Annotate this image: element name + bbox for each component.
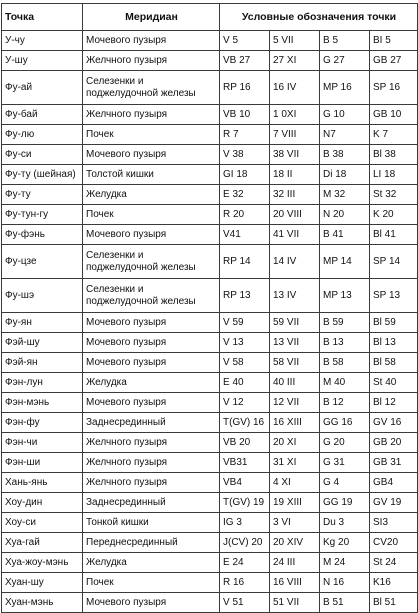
notation-cell-2: 16 IV xyxy=(270,71,320,105)
notation-cell-2: 24 III xyxy=(270,553,320,573)
notation-cell-2: 31 XI xyxy=(270,453,320,473)
notation-cell-1: V 5 xyxy=(220,31,270,51)
notation-cell-3: G 31 xyxy=(320,453,370,473)
point-cell: Фу-шэ xyxy=(2,279,83,313)
notation-cell-1: V 12 xyxy=(220,393,270,413)
notation-cell-1: VB 20 xyxy=(220,433,270,453)
notation-cell-4: SP 14 xyxy=(370,245,418,279)
notation-cell-2: 7 VIII xyxy=(270,125,320,145)
notation-cell-2: 16 XIII xyxy=(270,413,320,433)
notation-cell-3: G 20 xyxy=(320,433,370,453)
point-cell: Фэн-ши xyxy=(2,453,83,473)
notation-cell-3: B 59 xyxy=(320,313,370,333)
notation-cell-3: B 12 xyxy=(320,393,370,413)
meridian-cell: Мочевого пузыря xyxy=(83,393,220,413)
point-cell: Хуа-жоу-мэнь xyxy=(2,553,83,573)
table-row xyxy=(2,51,418,71)
notation-cell-2: 14 IV xyxy=(270,245,320,279)
notation-cell-3: B 41 xyxy=(320,225,370,245)
notation-cell-3: MP 14 xyxy=(320,245,370,279)
notation-cell-2: 40 III xyxy=(270,373,320,393)
notation-cell-4: Bl 51 xyxy=(370,593,418,613)
notation-cell-1: V 51 xyxy=(220,593,270,613)
meridian-cell: Переднесрединный xyxy=(83,533,220,553)
notation-cell-1: E 40 xyxy=(220,373,270,393)
meridian-cell: Мочевого пузыря xyxy=(83,145,220,165)
notation-cell-2: 5 VII xyxy=(270,31,320,51)
point-cell: Фу-ту xyxy=(2,185,83,205)
meridian-cell: Почек xyxy=(83,573,220,593)
notation-cell-1: V 13 xyxy=(220,333,270,353)
point-cell: Хуан-мэнь xyxy=(2,593,83,613)
notation-cell-2: 38 VII xyxy=(270,145,320,165)
notation-cell-3: B 38 xyxy=(320,145,370,165)
notation-cell-4: Bl 41 xyxy=(370,225,418,245)
point-cell: Фу-цзе xyxy=(2,245,83,279)
notation-cell-1: R 20 xyxy=(220,205,270,225)
notation-cell-2: 1 0XI xyxy=(270,105,320,125)
point-cell: Фу-ай xyxy=(2,71,83,105)
notation-cell-2: 59 VII xyxy=(270,313,320,333)
header-point: Точка xyxy=(2,4,83,31)
table-row xyxy=(2,333,418,353)
table-row xyxy=(2,373,418,393)
point-cell: Фу-си xyxy=(2,145,83,165)
table-row xyxy=(2,533,418,553)
table-row xyxy=(2,125,418,145)
notation-cell-3: G 27 xyxy=(320,51,370,71)
meridian-cell: Заднесрединный xyxy=(83,413,220,433)
notation-cell-1: VB 10 xyxy=(220,105,270,125)
header-notation: Условные обозначения точки xyxy=(220,4,418,31)
notation-cell-3: N 20 xyxy=(320,205,370,225)
point-cell: У-чу xyxy=(2,31,83,51)
notation-cell-1: VB4 xyxy=(220,473,270,493)
notation-cell-2: 12 VII xyxy=(270,393,320,413)
notation-cell-3: G 10 xyxy=(320,105,370,125)
meridian-cell: Желудка xyxy=(83,373,220,393)
notation-cell-4: LI 18 xyxy=(370,165,418,185)
meridian-cell: Селезенки и поджелудочной железы xyxy=(83,279,220,313)
table-row xyxy=(2,593,418,613)
notation-cell-2: 13 IV xyxy=(270,279,320,313)
notation-cell-2: 19 XIII xyxy=(270,493,320,513)
notation-cell-3: Du 3 xyxy=(320,513,370,533)
notation-cell-4: GB 31 xyxy=(370,453,418,473)
notation-cell-1: RP 13 xyxy=(220,279,270,313)
notation-cell-3: Di 18 xyxy=(320,165,370,185)
notation-cell-4: K 7 xyxy=(370,125,418,145)
notation-cell-1: J(CV) 20 xyxy=(220,533,270,553)
meridian-cell: Мочевого пузыря xyxy=(83,31,220,51)
notation-cell-3: GG 19 xyxy=(320,493,370,513)
notation-cell-3: MP 16 xyxy=(320,71,370,105)
notation-cell-1: E 24 xyxy=(220,553,270,573)
notation-cell-3: B 51 xyxy=(320,593,370,613)
table-row xyxy=(2,413,418,433)
notation-cell-2: 20 VIII xyxy=(270,205,320,225)
notation-cell-1: IG 3 xyxy=(220,513,270,533)
notation-cell-4: Bl 59 xyxy=(370,313,418,333)
point-cell: Хоу-дин xyxy=(2,493,83,513)
meridian-cell: Желчного пузыря xyxy=(83,473,220,493)
point-cell: Хуа-гай xyxy=(2,533,83,553)
notation-cell-4: St 24 xyxy=(370,553,418,573)
notation-cell-2: 20 XI xyxy=(270,433,320,453)
notation-cell-4: St 32 xyxy=(370,185,418,205)
table-row xyxy=(2,225,418,245)
point-cell: Фэй-ян xyxy=(2,353,83,373)
acupoint-table xyxy=(1,3,418,613)
notation-cell-1: T(GV) 19 xyxy=(220,493,270,513)
meridian-cell: Селезенки и поджелудочной железы xyxy=(83,71,220,105)
notation-cell-1: R 16 xyxy=(220,573,270,593)
table-row xyxy=(2,205,418,225)
point-cell: Хань-янь xyxy=(2,473,83,493)
header-meridian: Меридиан xyxy=(83,4,220,31)
table-row xyxy=(2,513,418,533)
notation-cell-4: K 20 xyxy=(370,205,418,225)
notation-cell-3: B 5 xyxy=(320,31,370,51)
table-row xyxy=(2,473,418,493)
notation-cell-4: SI3 xyxy=(370,513,418,533)
table-row xyxy=(2,71,418,105)
notation-cell-4: SP 16 xyxy=(370,71,418,105)
notation-cell-1: RP 14 xyxy=(220,245,270,279)
notation-cell-3: MP 13 xyxy=(320,279,370,313)
meridian-cell: Заднесрединный xyxy=(83,493,220,513)
notation-cell-1: VB 27 xyxy=(220,51,270,71)
meridian-cell: Мочевого пузыря xyxy=(83,353,220,373)
notation-cell-1: V 38 xyxy=(220,145,270,165)
notation-cell-2: 51 VII xyxy=(270,593,320,613)
table-row xyxy=(2,245,418,279)
notation-cell-1: E 32 xyxy=(220,185,270,205)
notation-cell-3: GG 16 xyxy=(320,413,370,433)
meridian-cell: Желудка xyxy=(83,185,220,205)
point-cell: Фэн-фу xyxy=(2,413,83,433)
notation-cell-3: G 4 xyxy=(320,473,370,493)
table-row xyxy=(2,145,418,165)
table-row xyxy=(2,433,418,453)
table-body xyxy=(2,31,418,613)
meridian-cell: Селезенки и поджелудочной железы xyxy=(83,245,220,279)
point-cell: Фэн-мэнь xyxy=(2,393,83,413)
table-row xyxy=(2,105,418,125)
notation-cell-1: T(GV) 16 xyxy=(220,413,270,433)
table-row xyxy=(2,313,418,333)
table-row xyxy=(2,165,418,185)
notation-cell-2: 3 VI xyxy=(270,513,320,533)
point-cell: Фу-ян xyxy=(2,313,83,333)
notation-cell-2: 58 VII xyxy=(270,353,320,373)
notation-cell-1: RP 16 xyxy=(220,71,270,105)
notation-cell-3: M 24 xyxy=(320,553,370,573)
point-cell: Фу-тун-гу xyxy=(2,205,83,225)
notation-cell-2: 32 III xyxy=(270,185,320,205)
meridian-cell: Тонкой кишки xyxy=(83,513,220,533)
meridian-cell: Почек xyxy=(83,125,220,145)
notation-cell-2: 41 VII xyxy=(270,225,320,245)
notation-cell-2: 4 XI xyxy=(270,473,320,493)
meridian-cell: Почек xyxy=(83,205,220,225)
notation-cell-1: V41 xyxy=(220,225,270,245)
notation-cell-1: R 7 xyxy=(220,125,270,145)
point-cell: Фу-фэнь xyxy=(2,225,83,245)
notation-cell-4: Bl 58 xyxy=(370,353,418,373)
table-row xyxy=(2,353,418,373)
table-row xyxy=(2,279,418,313)
notation-cell-2: 20 XIV xyxy=(270,533,320,553)
notation-cell-1: GI 18 xyxy=(220,165,270,185)
table-row xyxy=(2,31,418,51)
table-row xyxy=(2,393,418,413)
table-row xyxy=(2,185,418,205)
meridian-cell: Мочевого пузыря xyxy=(83,225,220,245)
point-cell: Хуан-шу xyxy=(2,573,83,593)
notation-cell-2: 27 XI xyxy=(270,51,320,71)
point-cell: Хоу-си xyxy=(2,513,83,533)
meridian-cell: Желчного пузыря xyxy=(83,51,220,71)
notation-cell-4: GB4 xyxy=(370,473,418,493)
point-cell: Фэн-чи xyxy=(2,433,83,453)
point-cell: У-шу xyxy=(2,51,83,71)
meridian-cell: Мочевого пузыря xyxy=(83,333,220,353)
table-row xyxy=(2,573,418,593)
notation-cell-4: GV 19 xyxy=(370,493,418,513)
notation-cell-2: 13 VII xyxy=(270,333,320,353)
notation-cell-1: VB31 xyxy=(220,453,270,473)
notation-cell-4: Bl 12 xyxy=(370,393,418,413)
notation-cell-3: B 58 xyxy=(320,353,370,373)
notation-cell-4: SP 13 xyxy=(370,279,418,313)
point-cell: Фэн-лун xyxy=(2,373,83,393)
point-cell: Фу-бай xyxy=(2,105,83,125)
meridian-cell: Желчного пузыря xyxy=(83,105,220,125)
notation-cell-3: Kg 20 xyxy=(320,533,370,553)
notation-cell-4: GV 16 xyxy=(370,413,418,433)
point-cell: Фу-ту (шейная) xyxy=(2,165,83,185)
notation-cell-3: B 13 xyxy=(320,333,370,353)
notation-cell-3: M 32 xyxy=(320,185,370,205)
meridian-cell: Мочевого пузыря xyxy=(83,593,220,613)
notation-cell-3: N 16 xyxy=(320,573,370,593)
notation-cell-4: BI 5 xyxy=(370,31,418,51)
meridian-cell: Желчного пузыря xyxy=(83,433,220,453)
notation-cell-4: GB 20 xyxy=(370,433,418,453)
meridian-cell: Мочевого пузыря xyxy=(83,313,220,333)
notation-cell-3: N7 xyxy=(320,125,370,145)
table-row xyxy=(2,553,418,573)
point-cell: Фэй-шу xyxy=(2,333,83,353)
notation-cell-1: V 58 xyxy=(220,353,270,373)
meridian-cell: Желудка xyxy=(83,553,220,573)
meridian-cell: Желчного пузыря xyxy=(83,453,220,473)
notation-cell-1: V 59 xyxy=(220,313,270,333)
notation-cell-4: Bl 13 xyxy=(370,333,418,353)
notation-cell-4: K16 xyxy=(370,573,418,593)
table-row xyxy=(2,453,418,473)
notation-cell-4: GB 10 xyxy=(370,105,418,125)
notation-cell-4: CV20 xyxy=(370,533,418,553)
notation-cell-4: Bl 38 xyxy=(370,145,418,165)
meridian-cell: Толстой кишки xyxy=(83,165,220,185)
notation-cell-4: GB 27 xyxy=(370,51,418,71)
notation-cell-4: St 40 xyxy=(370,373,418,393)
notation-cell-2: 16 VIII xyxy=(270,573,320,593)
table-row xyxy=(2,493,418,513)
point-cell: Фу-лю xyxy=(2,125,83,145)
table-header-row xyxy=(2,4,418,31)
notation-cell-2: 18 II xyxy=(270,165,320,185)
notation-cell-3: M 40 xyxy=(320,373,370,393)
